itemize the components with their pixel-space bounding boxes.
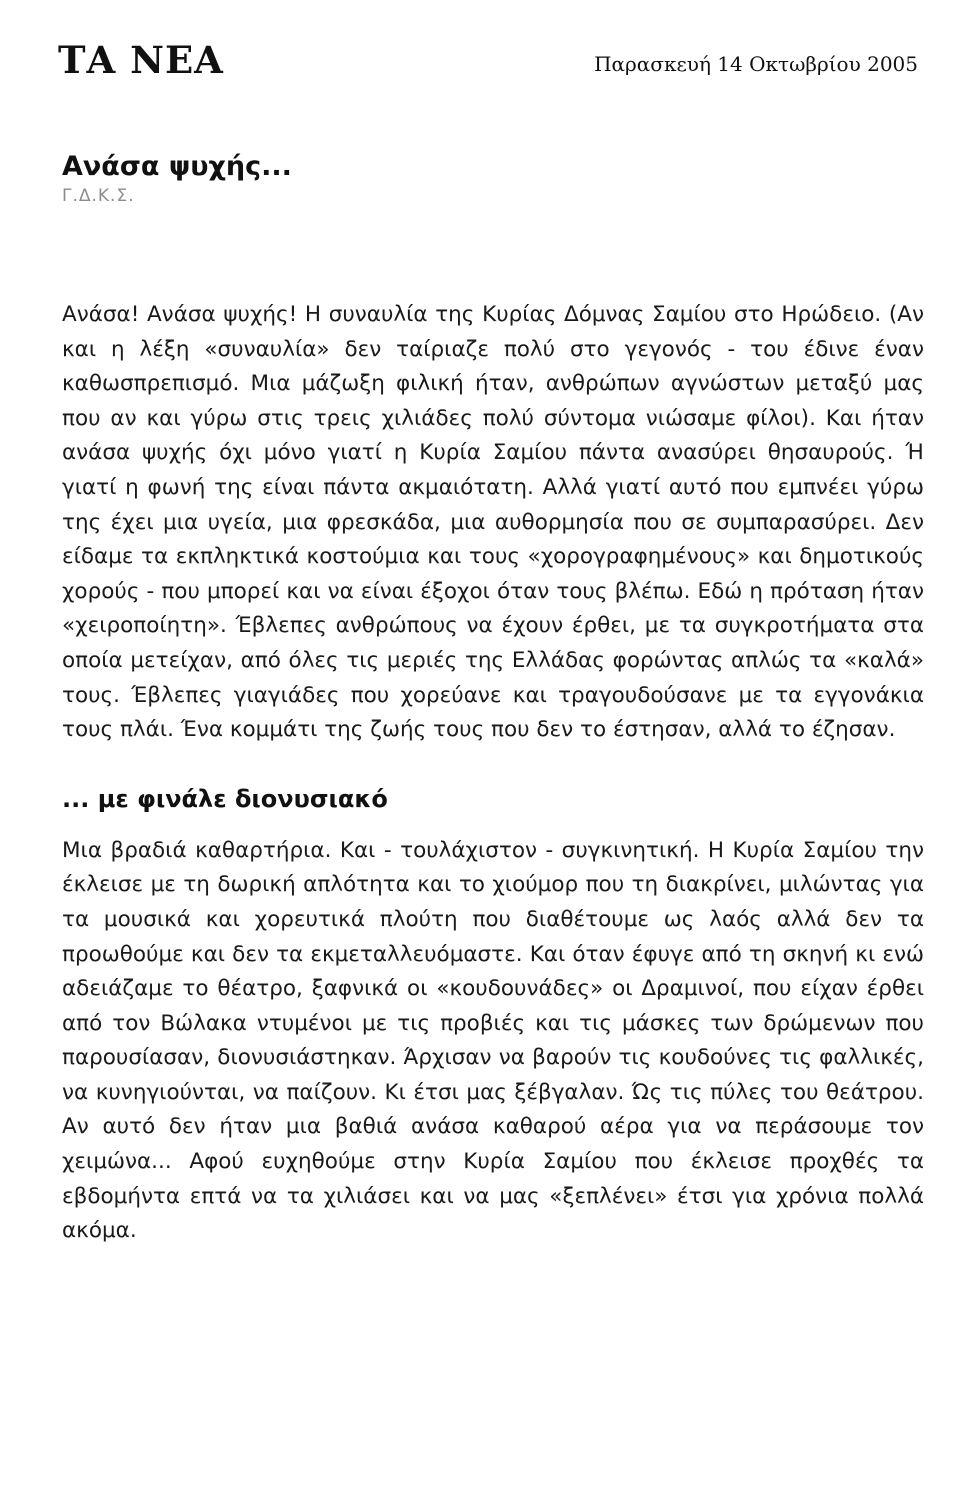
article-title: Ανάσα ψυχής... [62, 151, 292, 182]
article-author: Γ.Δ.Κ.Σ. [62, 186, 135, 206]
publication-date: Παρασκευή 14 Οκτωβρίου 2005 [594, 52, 918, 76]
newspaper-name: ΤΑ ΝΕΑ [58, 38, 224, 82]
article-paragraph-1: Ανάσα! Ανάσα ψυχής! Η συναυλία της Κυρίας Δόμνας Σαμίου στο Ηρώδειο. (Αν και η λέξη «συναυλία» δεν ταίριαζε πολύ στο γεγονός - του έδινε έναν καθωσπρεπισμό. Μια μάζωξη φιλική ήταν, ανθρώπων αγνώστων μεταξύ μας που αν και γύρω στις τρεις χιλιάδες πολύ σύντομα νιώσαμε φίλοι). Και ήταν ανάσα ψυχής όχι μόνο γιατί η Κυρία Σαμίου πάντα ανασύρει θησαυρούς. Ή γιατί η φωνή της είναι πάντα ακμαιότατη. Αλλά γιατί αυτό που εμπνέει γύρω της έχει μια υγεία, μια φρεσκάδα, μια αυθορμησία που σε συμπαρασύρει. Δεν είδαμε τα εκπληκτικά κοστούμια και τους «χορογραφημένους» και δημοτικούς χορούς - που μπορεί και να είναι έξοχοι όταν τους βλέπω. Εδώ η πρόταση ήταν «χειροποίητη». Έβλεπες ανθρώπους να έχουν έρθει, με τα συγκροτήματα στα οποία μετείχαν, από όλες τις μεριές της Ελλάδας φορώντας απλώς τα «καλά» τους. Έβλεπες γιαγιάδες που χορεύανε και τραγουδούσανε με τα εγγονάκια τους πλάι. Ένα κομμάτι της ζωής τους που δεν το έστησαν, αλλά το έζησαν. [62, 302, 924, 743]
article-subtitle: ... με φινάλε διονυσιακό [62, 784, 388, 813]
article-paragraph-2: Μια βραδιά καθαρτήρια. Και - τουλάχιστον - συγκινητική. Η Κυρία Σαμίου την έκλεισε με τη δωρική απλότητα και το χιούμορ που τη διακρίνει, μιλώντας για τα μουσικά και χορευτικά πλούτη που διαθέτουμε ως λαός αλλά δεν τα προωθούμε και δεν τα εκμεταλλευόμαστε. Και όταν έφυγε από τη σκηνή κι ενώ αδειάζαμε το θέατρο, ξαφνικά οι «κουδουνάδες» οι Δραμινοί, που είχαν έρθει από τον Βώλακα ντυμένοι με τις προβιές και τις μάσκες των δρώμενων που παρουσίασαν, διονυσιάστηκαν. Άρχισαν να βαρούν τις κουδούνες τις φαλλικές, να κυνηγιούνται, να παίζουν. Κι έτσι μας ξέβγαλαν. Ώς τις πύλες του θεάτρου. Αν αυτό δεν ήταν μια βαθιά ανάσα καθαρού αέρα για να περάσουμε τον χειμώνα... Αφού ευχηθούμε στην Κυρία Σαμίου που έκλεισε προχθές τα εβδομήντα επτά να τα χιλιάσει και να μας «ξεπλένει» έτσι για χρόνια πολλά ακόμα. [62, 837, 924, 1244]
article [62, 150, 924, 1249]
masthead [58, 38, 918, 88]
